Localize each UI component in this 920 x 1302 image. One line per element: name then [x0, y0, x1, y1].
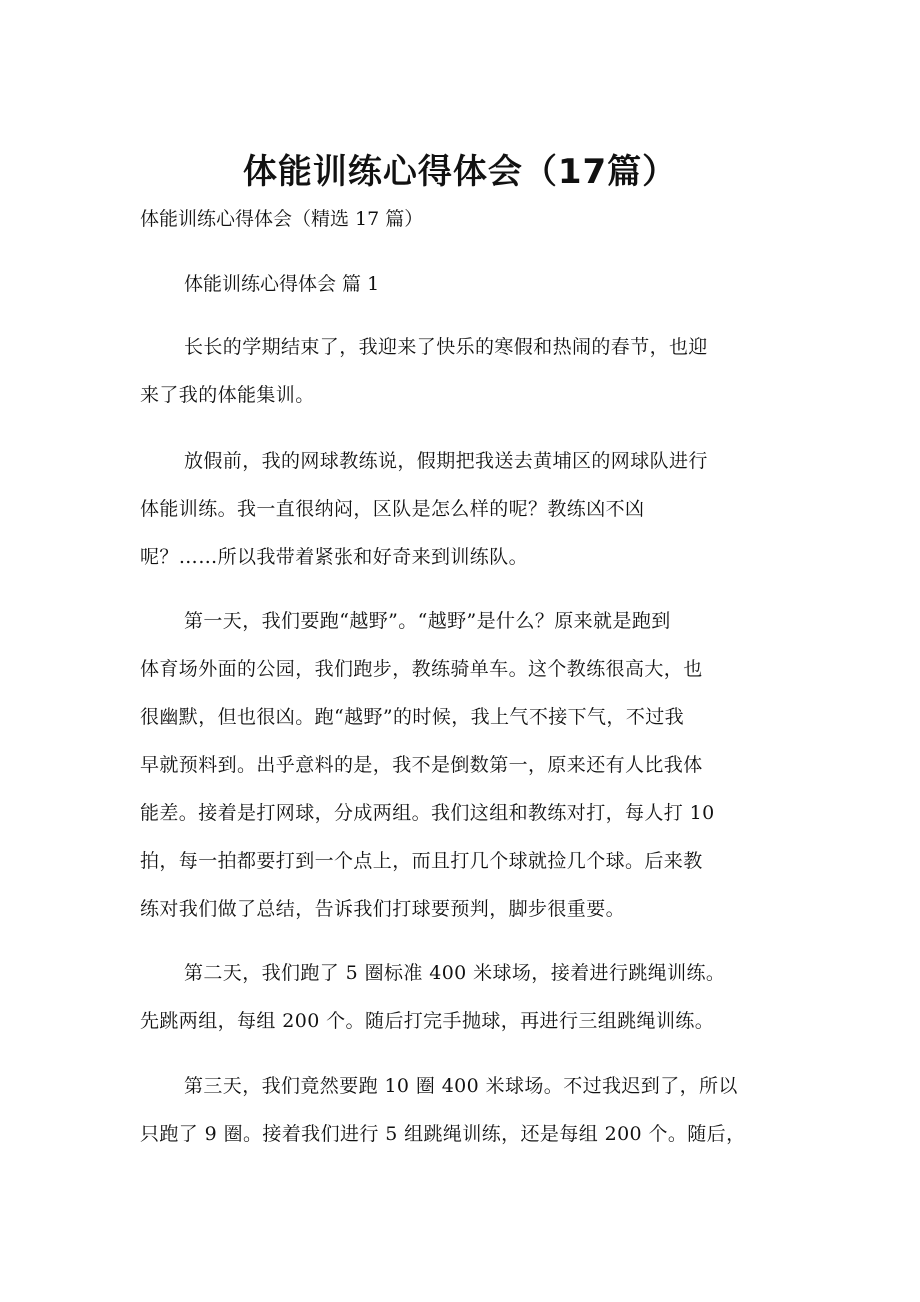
paragraph-line: 放假前，我的网球教练说，假期把我送去黄埔区的网球队进行 — [184, 450, 708, 472]
paragraph-line: 只跑了 9 圈。接着我们进行 5 组跳绳训练，还是每组 200 个。随后， — [140, 1123, 746, 1145]
paragraph-5 — [140, 1062, 800, 1158]
paragraph-4 — [140, 949, 800, 1045]
paragraph-line: 体能训练。我一直很纳闷，区队是怎么样的呢？教练凶不凶 — [140, 498, 645, 520]
paragraph-line: 体育场外面的公园，我们跑步，教练骑单车。这个教练很高大，也 — [140, 658, 703, 680]
paragraph-line: 很幽默，但也很凶。跑“越野”的时候，我上气不接下气，不过我 — [140, 706, 685, 728]
paragraph-line: 来了我的体能集训。 — [140, 384, 315, 406]
paragraph-line: 长长的学期结束了，我迎来了快乐的寒假和热闹的春节，也迎 — [184, 336, 708, 358]
paragraph-line: 能差。接着是打网球，分成两组。我们这组和教练对打，每人打 10 — [140, 802, 715, 824]
document-title: 体能训练心得体会（17篇） — [242, 152, 678, 192]
paragraph-line: 第一天，我们要跑“越野”。“越野”是什么？原来就是跑到 — [184, 610, 671, 632]
paragraph-line: 拍，每一拍都要打到一个点上，而且打几个球就捡几个球。后来教 — [140, 850, 703, 872]
paragraph-line: 练对我们做了总结，告诉我们打球要预判，脚步很重要。 — [140, 898, 626, 920]
paragraph-1 — [140, 323, 800, 419]
paragraph-line: 呢？……所以我带着紧张和好奇来到训练队。 — [140, 546, 529, 568]
paragraph-line: 先跳两组，每组 200 个。随后打完手抛球，再进行三组跳绳训练。 — [140, 1010, 715, 1032]
document-subtitle: 体能训练心得体会（精选 17 篇） — [140, 208, 424, 230]
paragraph-line: 第二天，我们跑了 5 圈标准 400 米球场，接着进行跳绳训练。 — [184, 962, 726, 984]
paragraph-3 — [140, 597, 800, 933]
paragraph-2 — [140, 437, 800, 581]
section-heading: 体能训练心得体会 篇 1 — [184, 273, 380, 295]
paragraph-line: 第三天，我们竟然要跑 10 圈 400 米球场。不过我迟到了，所以 — [184, 1075, 738, 1097]
paragraph-line: 早就预料到。出乎意料的是，我不是倒数第一，原来还有人比我体 — [140, 754, 703, 776]
